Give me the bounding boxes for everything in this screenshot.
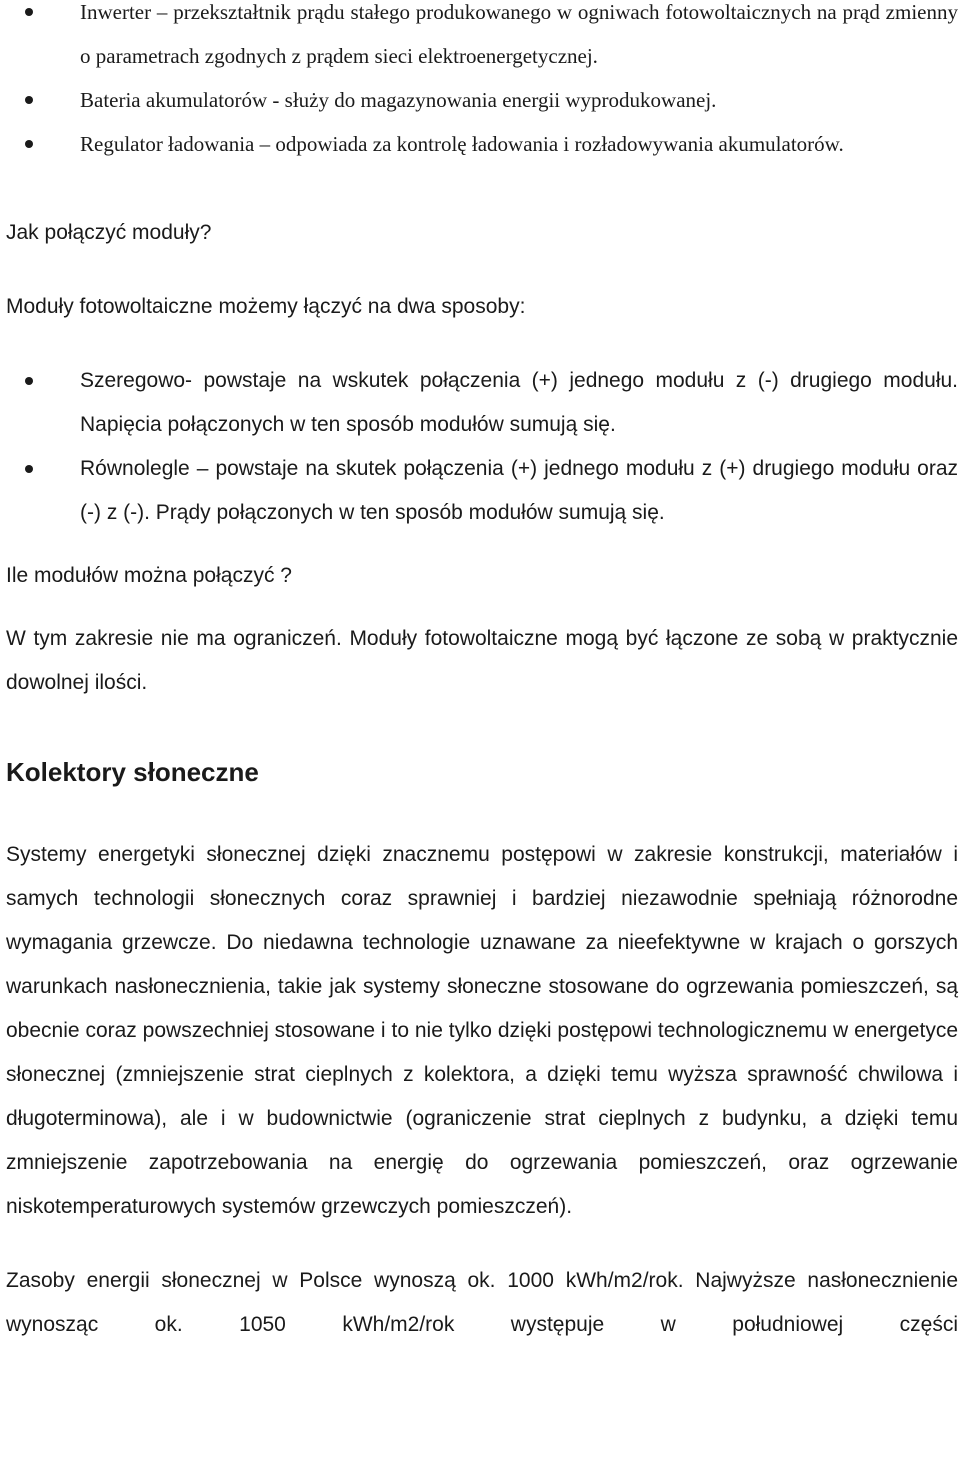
list-item-regulator	[6, 122, 958, 166]
list-item-inverter	[6, 0, 958, 78]
list-item-parallel	[6, 447, 958, 535]
bullet-icon	[25, 465, 33, 473]
list-item-text: Równolegle – powstaje na skutek połączenia (+) jednego modułu z (+) drugiego modułu oraz (-) z (-). Prądy połączonych w ten sposób modułów sumują się.	[80, 457, 958, 524]
section-heading: Kolektory słoneczne	[6, 757, 259, 787]
list-item-text: Regulator ładowania – odpowiada za kontrolę ładowania i rozładowywania akumulatorów.	[80, 132, 844, 156]
document-page	[6, 0, 958, 1347]
list-item-battery	[6, 78, 958, 122]
bullet-icon	[25, 96, 33, 104]
answer-no-limit: W tym zakresie nie ma ograniczeń. Moduły fotowoltaiczne mogą być łączone ze sobą w praktycznie dowolnej ilości.	[6, 627, 958, 694]
bullet-icon	[25, 140, 33, 148]
bullet-icon	[25, 377, 33, 385]
question-how-to-connect: Jak połączyć moduły?	[6, 221, 212, 244]
question-how-many: Ile modułów można połączyć ?	[6, 564, 292, 587]
component-list	[6, 0, 958, 166]
list-item-text: Inwerter – przekształtnik prądu stałego produkowanego w ogniwach fotowoltaicznych na prąd zmienny o parametrach zgodnych z prądem sieci elektroenergetycznej.	[80, 0, 958, 68]
list-item-text: Bateria akumulatorów - służy do magazynowania energii wyprodukowanej.	[80, 88, 717, 112]
list-item-text: Szeregowo- powstaje na wskutek połączenia (+) jednego modułu z (-) drugiego modułu. Napięcia połączonych w ten sposób modułów sumują się.	[80, 369, 958, 436]
bullet-icon	[25, 8, 33, 16]
connection-methods-list	[6, 359, 958, 535]
list-item-series	[6, 359, 958, 447]
intro-two-ways: Moduły fotowoltaiczne możemy łączyć na dwa sposoby:	[6, 295, 526, 318]
body-paragraph: Systemy energetyki słonecznej dzięki znacznemu postępowi w zakresie konstrukcji, materiałów i samych technologii słonecznych coraz sprawniej i bardziej niezawodnie spełniają różnorodne wymagania grzewcze. Do niedawna technologie uznawane za nieefektywne w krajach o gorszych warunkach nasłonecznienia, takie jak systemy słoneczne stosowane do ogrzewania pomieszczeń, są obecnie coraz powszechniej stosowane i to nie tylko dzięki postępowi technologicznemu w energetyce słonecznej (zmniejszenie strat cieplnych z kolektora, a dzięki temu wyższa sprawność chwilowa i długoterminowa), ale i w budownictwie (ograniczenie strat cieplnych z budynku, a dzięki temu zmniejszenie zapotrzebowania na energię do ogrzewania pomieszczeń, oraz ogrzewanie niskotemperaturowych systemów grzewczych pomieszczeń).	[6, 843, 958, 1218]
last-paragraph: Zasoby energii słonecznej w Polsce wynoszą ok. 1000 kWh/m2/rok. Najwyższe nasłonecznienie wynosząc ok. 1050 kWh/m2/rok występuje w południowej części	[6, 1269, 958, 1336]
